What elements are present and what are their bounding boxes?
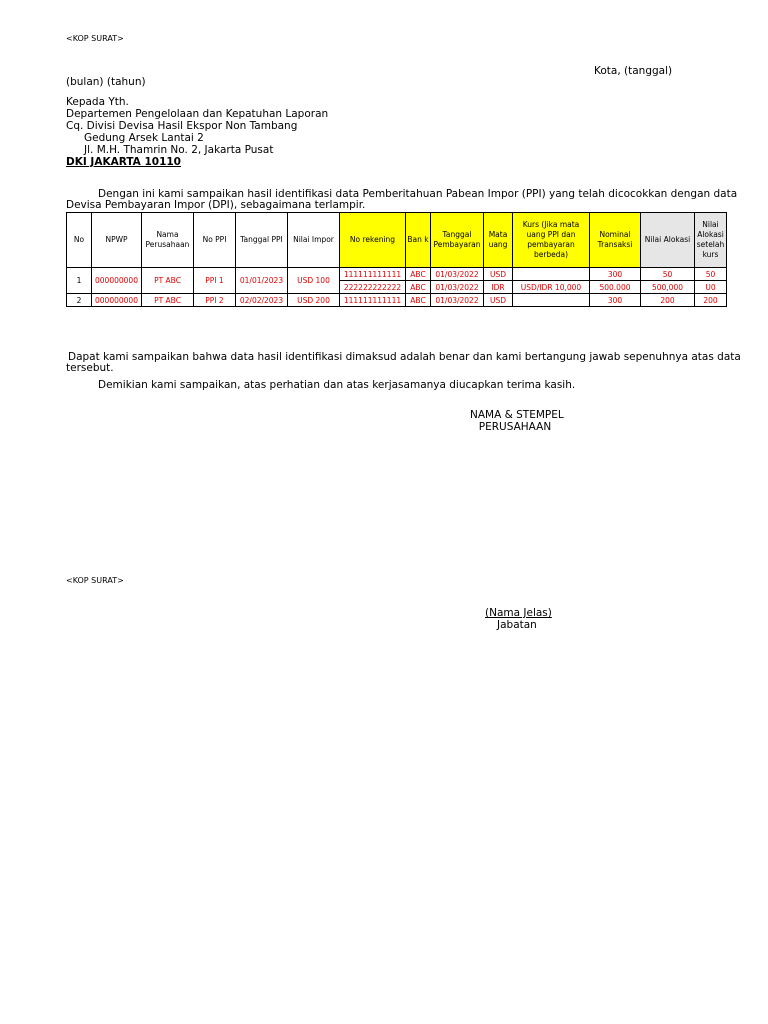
city-date: Kota, (tanggal) <box>594 65 673 77</box>
header-no-rekening: No rekening <box>340 213 406 268</box>
cell-kurs <box>513 268 590 281</box>
header-bank: Ban k <box>406 213 431 268</box>
recipient-department: Departemen Pengelolaan dan Kepatuhan Laporan <box>66 108 329 120</box>
cell-npwp: 000000000 <box>92 294 142 307</box>
header-nominal-transaksi: Nominal Transaksi <box>590 213 641 268</box>
closing-sentence: Demikian kami sampaikan, atas perhatian dan atas kerjasamanya diucapkan terima kasih. <box>98 379 576 391</box>
statement-line-2: tersebut. <box>66 362 114 374</box>
table-row <box>67 294 727 307</box>
cell-tanggal-pembayaran: 01/03/2022 <box>431 268 484 281</box>
cell-nominal: 300 <box>590 294 641 307</box>
cell-kurs <box>513 294 590 307</box>
cell-no-ppi: PPI 1 <box>194 268 236 294</box>
cell-mata-uang: IDR <box>484 281 513 294</box>
identification-table <box>66 212 727 307</box>
header-tanggal-pembayaran: Tanggal Pembayaran <box>431 213 484 268</box>
header-no-ppi: No PPI <box>194 213 236 268</box>
recipient-street: Jl. M.H. Thamrin No. 2, Jakarta Pusat <box>84 144 274 156</box>
cell-no-rekening: 222222222222 <box>340 281 406 294</box>
cell-nilai-alokasi-kurs: 50 <box>695 268 727 281</box>
cell-no-rekening: 111111111111 <box>340 268 406 281</box>
cell-bank: ABC <box>406 268 431 281</box>
recipient-greeting: Kepada Yth. <box>66 96 129 108</box>
cell-nominal: 500.000 <box>590 281 641 294</box>
header-nilai-alokasi: Nilai Alokasi <box>641 213 695 268</box>
cell-mata-uang: USD <box>484 294 513 307</box>
cell-no-ppi: PPI 2 <box>194 294 236 307</box>
letterhead-label: <KOP SURAT> <box>66 34 124 43</box>
cell-tanggal-pembayaran: 01/03/2022 <box>431 281 484 294</box>
footer-letterhead-label: <KOP SURAT> <box>66 576 124 585</box>
cell-kurs: USD/IDR 10,000 <box>513 281 590 294</box>
cell-no: 2 <box>67 294 92 307</box>
cell-bank: ABC <box>406 281 431 294</box>
header-mata-uang: Mata uang <box>484 213 513 268</box>
header-nilai-impor: Nilai Impor <box>288 213 340 268</box>
cell-nilai-impor: USD 100 <box>288 268 340 294</box>
recipient-building: Gedung Arsek Lantai 2 <box>84 132 204 144</box>
recipient-city: DKI JAKARTA 10110 <box>66 156 181 168</box>
intro-line-2: Devisa Pembayaran Impor (DPI), sebagaimana terlampir. <box>66 199 366 211</box>
cell-tanggal-pembayaran: 01/03/2022 <box>431 294 484 307</box>
header-kurs: Kurs (Jika mata uang PPI dan pembayaran berbeda) <box>513 213 590 268</box>
header-nama-perusahaan: Nama Perusahaan <box>142 213 194 268</box>
signatory-position: Jabatan <box>497 619 537 631</box>
intro-line-1: Dengan ini kami sampaikan hasil identifikasi data Pemberitahuan Pabean Impor (PPI) yang telah dicocokkan dengan data <box>98 188 738 200</box>
cell-tanggal-ppi: 02/02/2023 <box>236 294 288 307</box>
cell-nilai-alokasi: 200 <box>641 294 695 307</box>
header-no: No <box>67 213 92 268</box>
cell-no-rekening: 111111111111 <box>340 294 406 307</box>
cell-nilai-alokasi: 500,000 <box>641 281 695 294</box>
statement-line-1: Dapat kami sampaikan bahwa data hasil identifikasi dimaksud adalah benar dan kami bertangung jawab sepenuhnya atas data <box>68 351 741 363</box>
header-npwp: NPWP <box>92 213 142 268</box>
cell-no: 1 <box>67 268 92 294</box>
cell-nominal: 300 <box>590 268 641 281</box>
cell-mata-uang: USD <box>484 268 513 281</box>
cell-nama: PT ABC <box>142 268 194 294</box>
cell-nilai-alokasi-kurs: U0 <box>695 281 727 294</box>
table-header-row <box>67 213 727 268</box>
cell-nilai-alokasi-kurs: 200 <box>695 294 727 307</box>
cell-tanggal-ppi: 01/01/2023 <box>236 268 288 294</box>
signatory-name: (Nama Jelas) <box>485 607 552 619</box>
company-name-label: PERUSAHAAN <box>478 421 552 433</box>
month-year: (bulan) (tahun) <box>66 76 146 88</box>
company-stamp-label: NAMA & STEMPEL <box>470 409 564 421</box>
cell-bank: ABC <box>406 294 431 307</box>
header-nilai-alokasi-kurs: Nilai Alokasi setelah kurs <box>695 213 727 268</box>
cell-nilai-alokasi: 50 <box>641 268 695 281</box>
cell-npwp: 000000000 <box>92 268 142 294</box>
recipient-division: Cq. Divisi Devisa Hasil Ekspor Non Tambang <box>66 120 298 132</box>
header-tanggal-ppi: Tanggal PPI <box>236 213 288 268</box>
cell-nilai-impor: USD 200 <box>288 294 340 307</box>
table-row <box>67 268 727 281</box>
cell-nama: PT ABC <box>142 294 194 307</box>
